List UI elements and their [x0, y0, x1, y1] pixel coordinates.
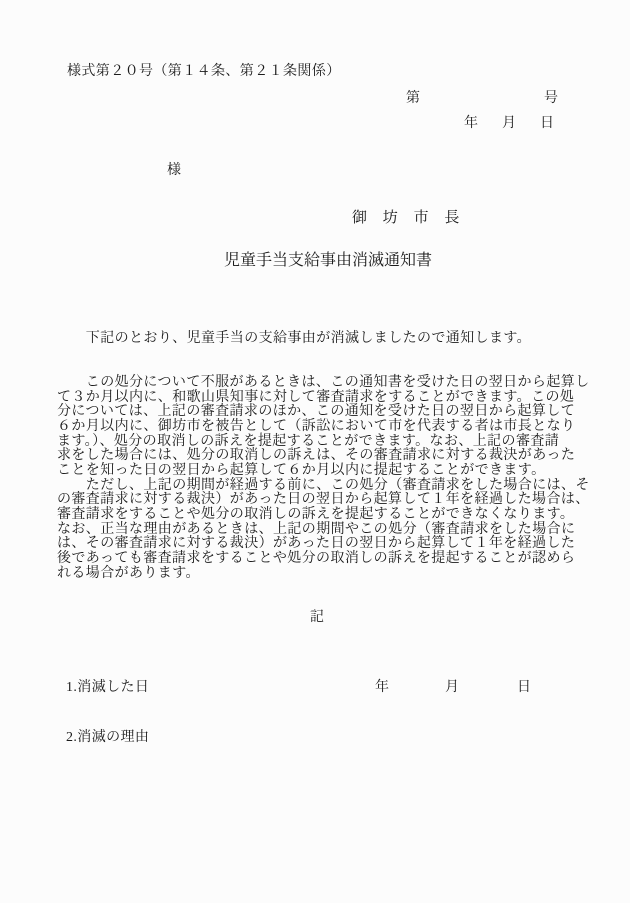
appeal-notice-line: ただし、上記の期間が経過する前に、この処分（審査請求をした場合には、そ — [57, 477, 590, 493]
form-number: 様式第２０号（第１４条、第２１条関係） — [67, 64, 341, 79]
appeal-notice-line: て３か月以内に、和歌山県知事に対して審査請求をすることができます。この処 — [57, 389, 575, 405]
appeal-notice-line: は、その審査請求に対する裁決）があった日の翌日から起算して１年を経過した — [57, 536, 576, 552]
addressee-honorific: 様 — [167, 163, 182, 178]
appeal-notice-line: 分については、上記の審査請求のほか、この通知を受けた日の翌日から起算して — [57, 404, 576, 420]
appeal-notice-line: ６か月以内に、御坊市を被告として（訴訟において市を代表する者は市長となり — [57, 418, 576, 434]
date-line — [464, 116, 554, 131]
issuer-mayor-title: 御 坊 市 長 — [352, 210, 460, 226]
appeal-notice-line: の審査請求に対する裁決）があった日の翌日から起算して１年を経過した場合は、 — [57, 492, 590, 508]
appeal-notice-line: 求をした場合には、処分の取消しの訴えは、その審査請求に対する裁決があった — [57, 448, 576, 464]
document-title: 児童手当支給事由消滅通知書 — [224, 252, 433, 269]
appeal-notice-line: なお、正当な理由があるときは、上記の期間やこの処分（審査請求をした場合に — [57, 521, 576, 537]
date-year-label: 年 — [464, 116, 478, 131]
appeal-notice-line: ます。）、処分の取消しの訴えを提起することができます。なお、上記の審査請 — [57, 433, 560, 449]
extinction-date-month-label: 月 — [445, 680, 460, 695]
appeal-notice-line: れる場合があります。 — [57, 565, 200, 581]
document-number-suffix: 号 — [544, 91, 558, 106]
extinction-date-year-label: 年 — [375, 680, 390, 695]
appeal-notice-line: 審査請求をすることや処分の取消しの訴えを提起することができなくなります。 — [57, 506, 575, 522]
date-month-label: 月 — [502, 116, 516, 131]
document-number-prefix: 第 — [406, 91, 420, 106]
intro-sentence: 下記のとおり、児童手当の支給事由が消滅しましたので通知します。 — [57, 331, 532, 346]
appeal-notice-line: ことを知った日の翌日から起算して６か月以内に提起することができます。 — [57, 462, 546, 478]
remarks-marker: 記 — [310, 610, 325, 625]
appeal-notice-paragraph — [57, 376, 590, 581]
document-number-line — [406, 91, 558, 106]
appeal-notice-line: この処分について不服があるときは、この通知書を受けた日の翌日から起算し — [57, 375, 590, 390]
date-day-label: 日 — [540, 116, 554, 131]
item-extinction-date-label: 1.消滅した日 — [66, 680, 150, 695]
extinction-date-day-label: 日 — [517, 680, 532, 695]
item-extinction-reason-label: 2.消滅の理由 — [66, 730, 150, 745]
appeal-notice-line: 後であっても審査請求をすることや処分の取消しの訴えを提起することが認めら — [57, 550, 576, 566]
